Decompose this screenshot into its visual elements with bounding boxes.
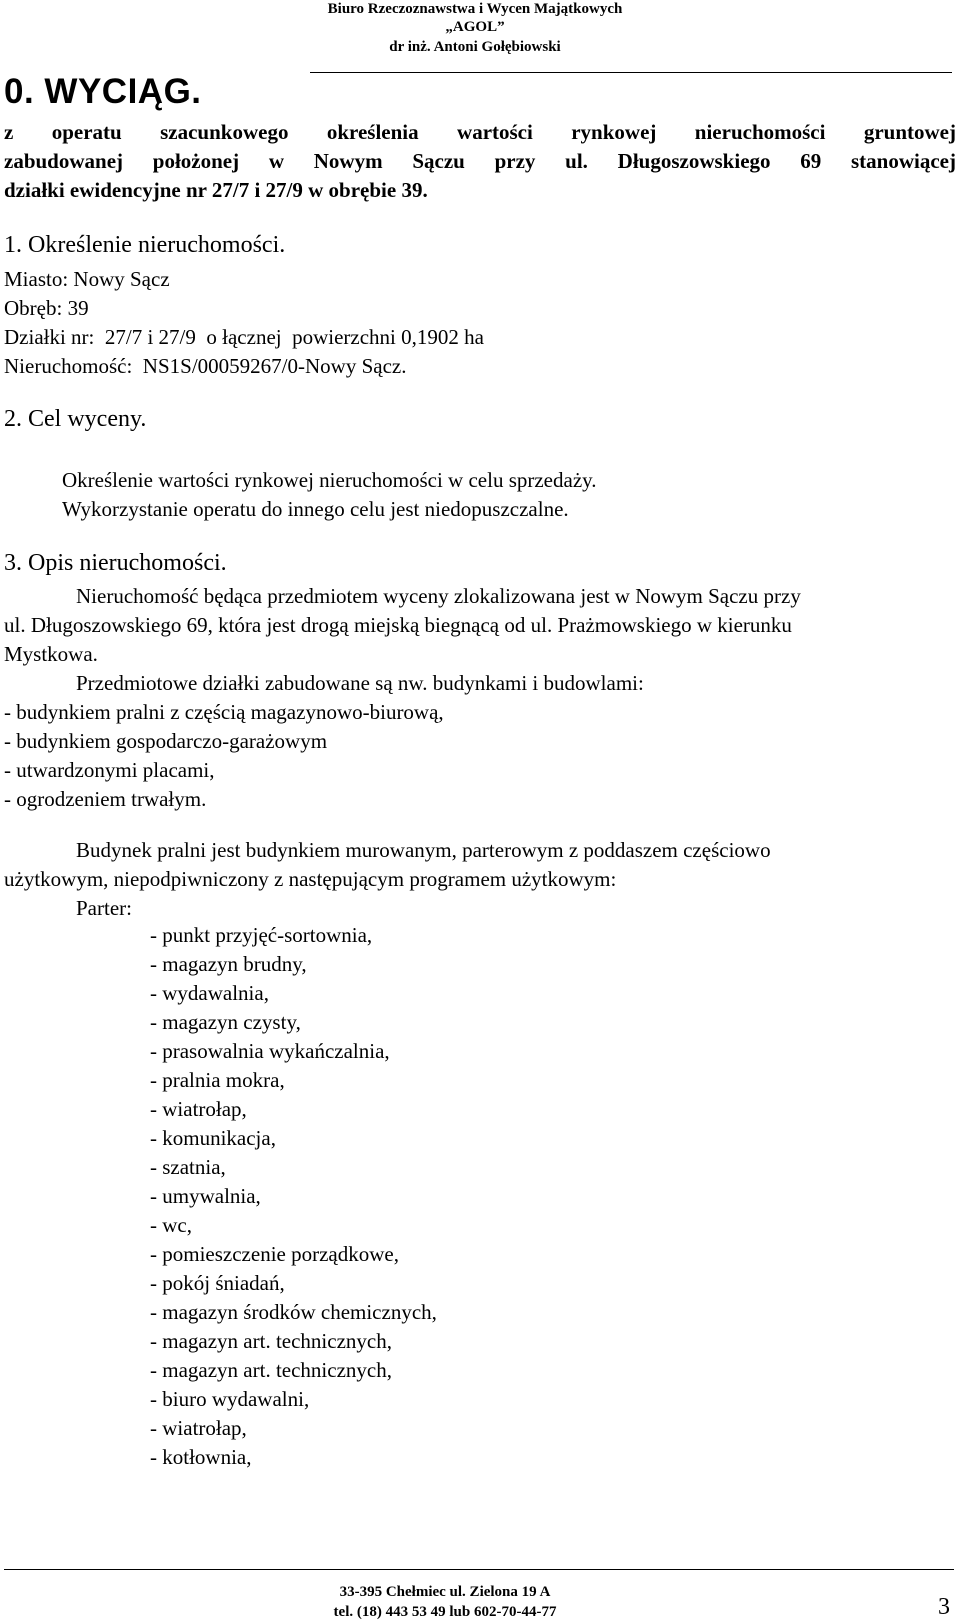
valuation-purpose	[62, 466, 960, 524]
header-rule	[310, 72, 952, 73]
room-item: - pralnia mokra,	[150, 1068, 285, 1092]
property-description	[4, 582, 954, 814]
room-item: - biuro wydawalni,	[150, 1387, 310, 1411]
description-line: Przedmiotowe działki zabudowane są nw. budynkami i budowlami:	[76, 671, 644, 695]
room-item: - umywalnia,	[150, 1184, 261, 1208]
room-item: - wiatrołap,	[150, 1416, 247, 1440]
footer-address: 33-395 Chełmiec ul. Zielona 19 A	[339, 1584, 551, 1600]
description-line: ul. Długoszowskiego 69, która jest drogą miejską biegnącą od ul. Prażmowskiego w kierunku	[4, 613, 792, 637]
room-list	[150, 921, 850, 1472]
section-heading-1: 1. Określenie nieruchomości.	[4, 232, 286, 258]
description-line: Mystkowa.	[4, 642, 98, 666]
room-item: - magazyn brudny,	[150, 952, 307, 976]
room-item: - wiatrołap,	[150, 1097, 247, 1121]
purpose-line: Określenie wartości rynkowej nieruchomości w celu sprzedaży.	[62, 468, 597, 492]
city-field: Miasto: Nowy Sącz	[4, 267, 170, 291]
intro-line: z operatu szacunkowego określenia wartości rynkowej nieruchomości gruntowej	[4, 120, 956, 144]
section-heading-3: 3. Opis nieruchomości.	[4, 550, 227, 576]
intro-line: zabudowanej położonej w Nowym Sączu przy ul. Długoszowskiego 69 stanowiącej	[4, 149, 956, 173]
description-line: użytkowym, niepodpiwniczony z następującym programem użytkowym:	[4, 867, 617, 891]
land-register-field: Nieruchomość: NS1S/00059267/0-Nowy Sącz.	[4, 354, 407, 378]
room-item: - szatnia,	[150, 1155, 226, 1179]
precinct-field: Obręb: 39	[4, 296, 89, 320]
room-item: - kotłownia,	[150, 1445, 252, 1469]
room-item: - wydawalnia,	[150, 981, 269, 1005]
room-item: - prasowalnia wykańczalnia,	[150, 1039, 390, 1063]
page-number: 3	[938, 1594, 950, 1620]
footer-phone: tel. (18) 443 53 49 lub 602-70-44-77	[333, 1604, 557, 1620]
header-office-owner: dr inż. Antoni Gołębiowski	[389, 39, 561, 55]
list-item: - budynkiem pralni z częścią magazynowo-biurową,	[4, 700, 444, 724]
list-item: - budynkiem gospodarczo-garażowym	[4, 729, 328, 753]
purpose-line: Wykorzystanie operatu do innego celu jest niedopuszczalne.	[62, 497, 569, 521]
room-item: - wc,	[150, 1213, 192, 1237]
property-details	[4, 265, 954, 381]
header-office-name: Biuro Rzeczoznawstwa i Wycen Majątkowych	[327, 1, 623, 17]
list-item: - utwardzonymi placami,	[4, 758, 215, 782]
room-item: - magazyn środków chemicznych,	[150, 1300, 437, 1324]
section-heading-2: 2. Cel wyceny.	[4, 406, 147, 432]
room-item: - magazyn art. technicznych,	[150, 1329, 392, 1353]
intro-line: działki ewidencyjne nr 27/7 i 27/9 w obrębie 39.	[4, 178, 428, 202]
room-item: - magazyn czysty,	[150, 1010, 301, 1034]
room-item: - komunikacja,	[150, 1126, 276, 1150]
list-item: - ogrodzeniem trwałym.	[4, 787, 207, 811]
room-item: - pokój śniadań,	[150, 1271, 285, 1295]
plots-field: Działki nr: 27/7 i 27/9 o łącznej powierzchni 0,1902 ha	[4, 325, 484, 349]
description-line: Nieruchomość będąca przedmiotem wyceny zlokalizowana jest w Nowym Sączu przy	[76, 584, 801, 608]
parter-label: Parter:	[76, 896, 132, 920]
description-line: Budynek pralni jest budynkiem murowanym, parterowym z poddaszem częściowo	[76, 838, 771, 862]
header-office-brand: „AGOL”	[445, 19, 505, 35]
footer-rule	[4, 1569, 954, 1570]
building-description	[4, 836, 954, 923]
room-item: - pomieszczenie porządkowe,	[150, 1242, 399, 1266]
room-item: - punkt przyjęć-sortownia,	[150, 923, 373, 947]
room-item: - magazyn art. technicznych,	[150, 1358, 392, 1382]
intro-paragraph	[4, 118, 956, 205]
page-title: 0. WYCIĄG.	[4, 72, 202, 111]
